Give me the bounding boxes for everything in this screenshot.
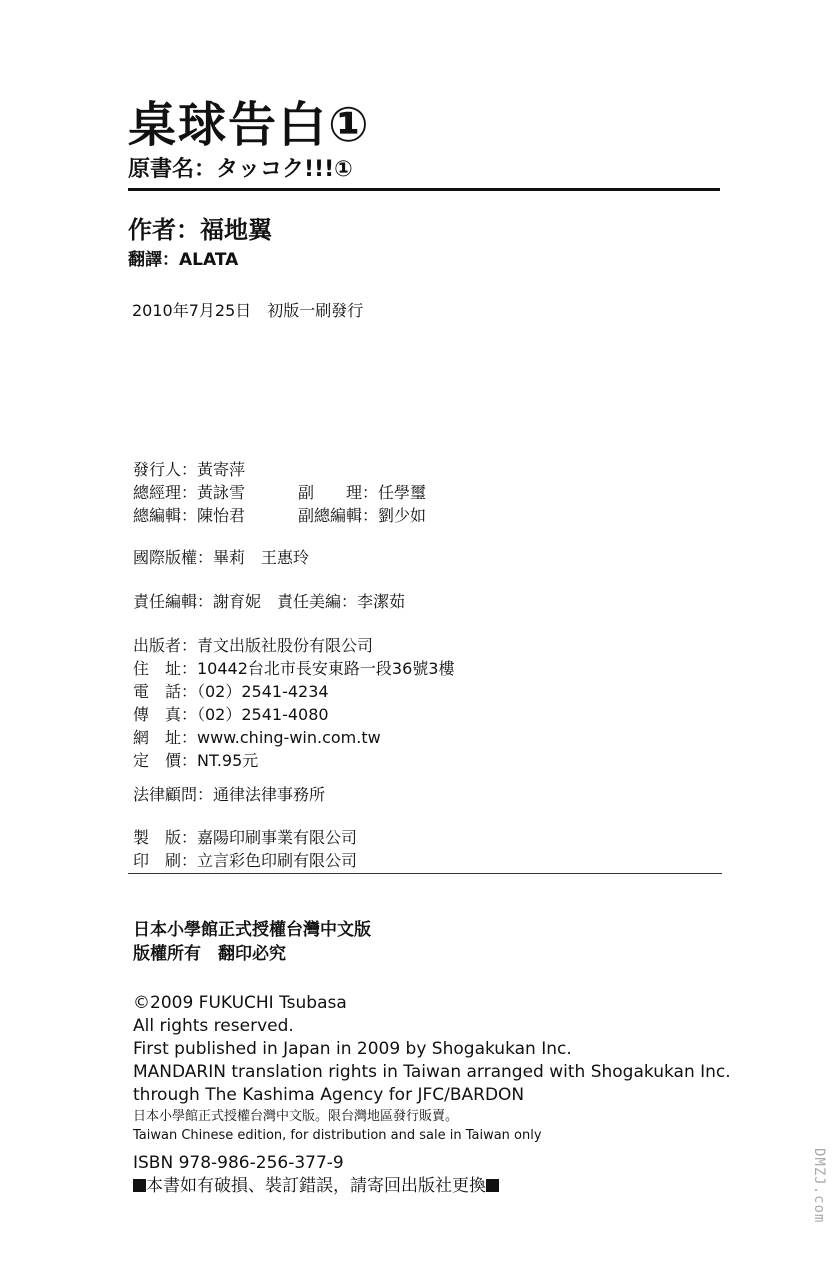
damage-notice: 本書如有破損、裝訂錯誤，請寄回出版社更換 xyxy=(146,1176,486,1196)
legal-advisor: 法律顧問：通律法律事務所 xyxy=(133,785,326,804)
license-line: 日本小學館正式授權台灣中文版 xyxy=(133,920,371,940)
copyright-line: through The Kashima Agency for JFC/BARDON xyxy=(133,1085,525,1105)
original-title: 原書名：タッコク!!!① xyxy=(128,157,353,182)
black-square-icon xyxy=(133,1179,146,1192)
credit-left: 總經理：黃詠雪 xyxy=(133,483,246,502)
publisher-phone: 電 話：（02）2541-4234 xyxy=(133,682,329,701)
credit-row xyxy=(133,504,427,527)
copyright-block xyxy=(133,992,731,1145)
copyright-line: MANDARIN translation rights in Taiwan arranged with Shogakukan Inc. xyxy=(133,1062,731,1082)
printer: 印 刷：立言彩色印刷有限公司 xyxy=(133,851,358,870)
black-square-icon xyxy=(486,1179,499,1192)
divider-thin xyxy=(128,873,722,874)
intl-rights: 國際版權：畢莉 王惠玲 xyxy=(133,548,310,567)
credit-right: 副 理：任學璽 xyxy=(298,483,427,502)
divider-thick xyxy=(128,188,720,191)
plate-maker: 製 版：嘉陽印刷事業有限公司 xyxy=(133,828,358,847)
credit-row xyxy=(133,458,245,481)
notice-zh: 日本小學館正式授權台灣中文版。限台灣地區發行販賣。 xyxy=(133,1109,459,1124)
credit-left: 總編輯：陳怡君 xyxy=(133,506,246,525)
copyright-line: All rights reserved. xyxy=(133,1016,294,1036)
watermark: DMZJ.com xyxy=(811,1148,827,1224)
publisher-website: 網 址：www.ching-win.com.tw xyxy=(133,728,381,747)
publisher-fax: 傳 真：（02）2541-4080 xyxy=(133,705,329,724)
copyright-line: ©2009 FUKUCHI Tsubasa xyxy=(133,993,347,1013)
publisher-info xyxy=(133,634,454,772)
credit-row xyxy=(133,481,427,504)
staff-credits xyxy=(133,458,427,527)
copyright-line: First published in Japan in 2009 by Shogakukan Inc. xyxy=(133,1039,572,1059)
rights-notice xyxy=(133,918,371,966)
isbn-block xyxy=(133,1152,499,1198)
credit-right: 副總編輯：劉少如 xyxy=(298,506,427,525)
book-title: 桌球告白① xyxy=(128,97,371,153)
isbn: ISBN 978-986-256-377-9 xyxy=(133,1153,344,1173)
translator: 翻譯：ALATA xyxy=(128,250,239,270)
printing-info xyxy=(133,826,357,872)
author: 作者：福地翼 xyxy=(128,216,272,244)
publisher-name: 出版者：青文出版社股份有限公司 xyxy=(133,636,374,655)
editors: 責任編輯：謝育妮 責任美編：李潔茹 xyxy=(133,592,406,611)
price: 定 價：NT.95元 xyxy=(133,751,259,770)
edition-date: 2010年7月25日 初版一刷發行 xyxy=(132,301,364,320)
damage-notice-line xyxy=(133,1175,499,1198)
all-rights-line: 版權所有 翻印必究 xyxy=(133,944,286,964)
publisher-address: 住 址：10442台北市長安東路一段36號3樓 xyxy=(133,659,455,678)
notice-en: Taiwan Chinese edition, for distribution and sale in Taiwan only xyxy=(133,1128,542,1143)
credit-left: 發行人：黃寄萍 xyxy=(133,460,246,479)
